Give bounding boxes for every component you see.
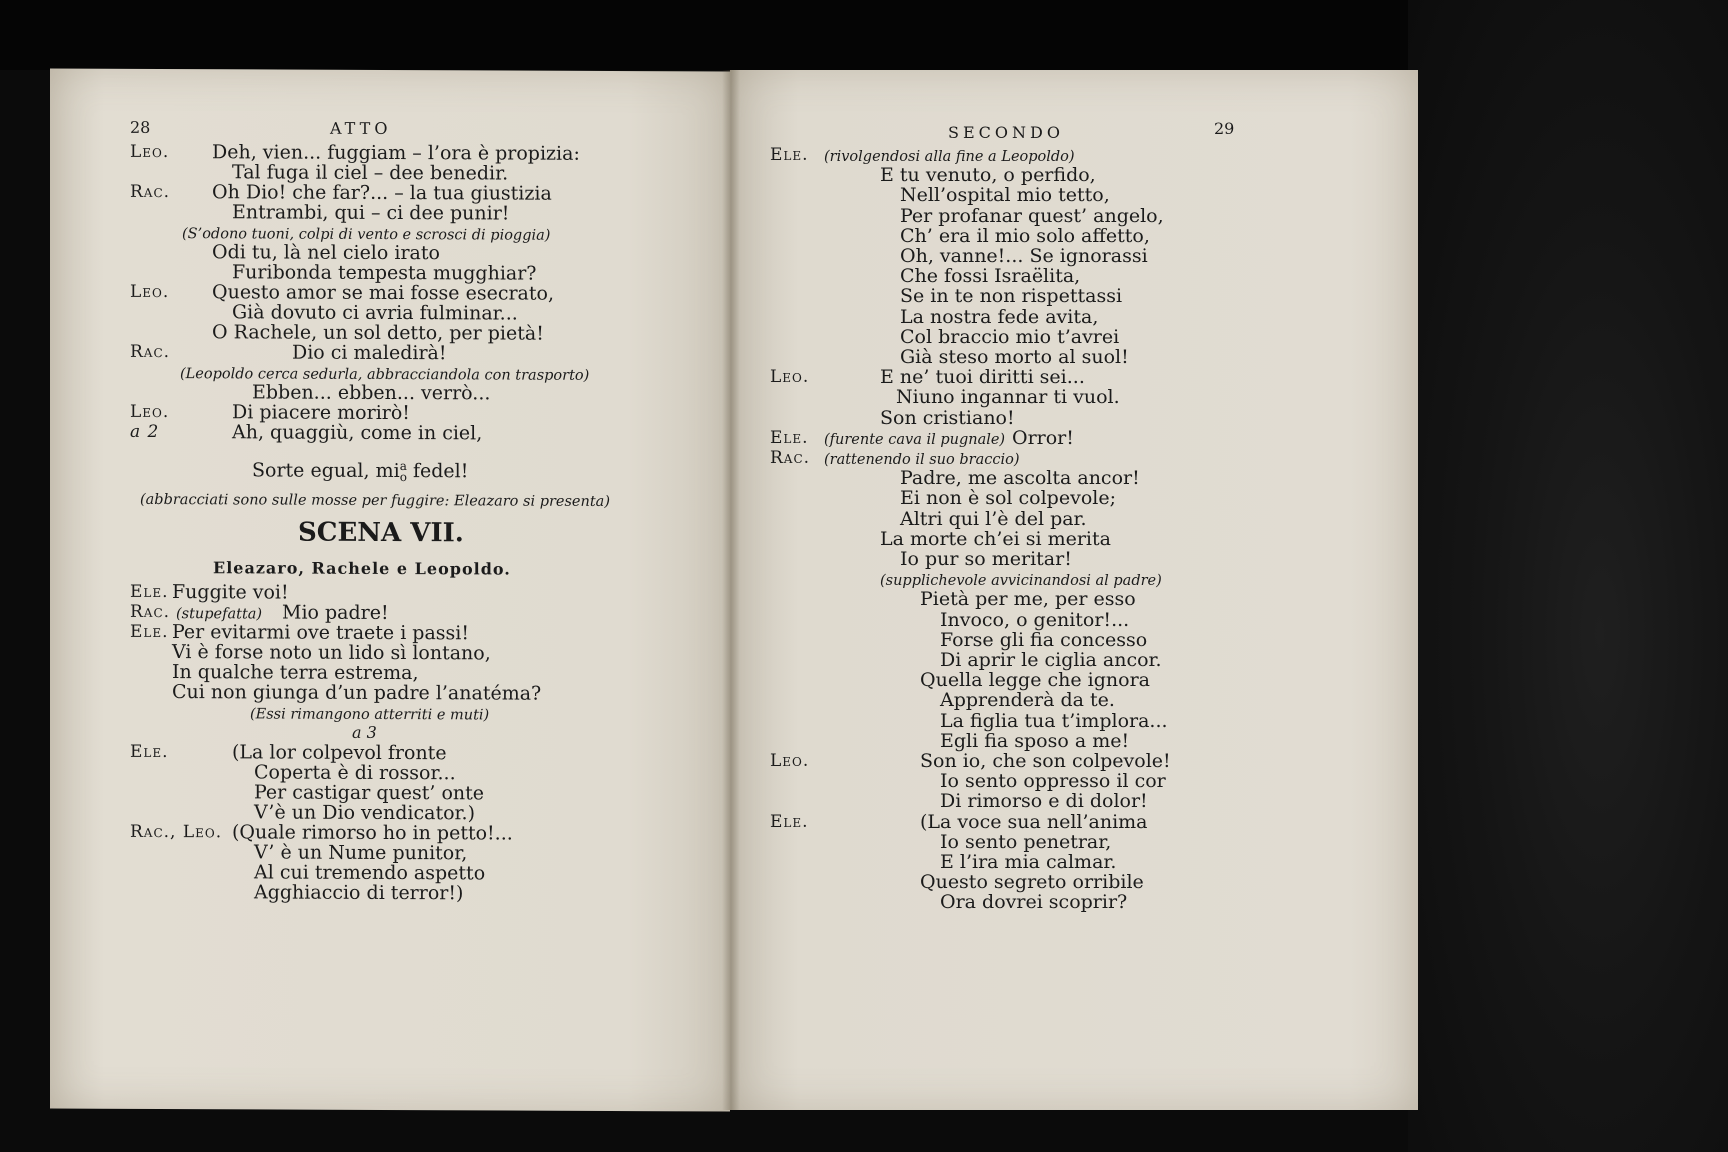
verse-line: Altri qui l’è del par. [900,507,1087,530]
sorte-sup-bottom: o [399,470,407,485]
verse-line: Niuno ingannar ti vuol. [896,386,1120,409]
speaker-label: Leo. [130,401,170,423]
ensemble-marker: a 3 [352,722,377,742]
speaker-label: Leo. [770,751,810,771]
sorte-line-after: fedel! [406,460,469,483]
verse-line: Quella legge che ignora [920,669,1150,692]
verse-line: Dio ci maledirà! [292,341,447,365]
stage-direction: (stupefatta) [176,606,263,623]
verse-line: (La lor colpevol fronte [232,741,447,765]
verse-line: Ora dovrei scoprir? [940,891,1128,914]
verse-line: Io pur so meritar! [900,548,1072,570]
verse-line: (Quale rimorso ho in petto!... [232,821,513,845]
verse-line: Io sento penetrar, [940,830,1112,853]
stage-direction: (Essi rimangono atterriti e muti) [250,706,490,724]
scene-title: SCENA VII. [298,517,464,549]
verse-line: Cui non giunga d’un padre l’anatéma? [172,681,542,705]
speaker-label: Ele. [770,811,809,832]
running-head-left: ATTO [330,118,392,139]
verse-line: O Rachele, un sol detto, per pietà! [212,321,544,345]
book-gutter [722,70,740,1110]
verse-line: Ebben... ebben... verrò... [252,381,491,405]
verse-line: Oh, vanne!... Se ignorassi [900,245,1148,267]
verse-line: Se in te non rispettassi [900,285,1123,308]
verse-line: Mio padre! [282,601,389,624]
verse-line: Pietà per me, per esso [920,588,1136,611]
speaker-label: Leo. [770,367,810,388]
speaker-label: Ele. [770,145,809,165]
speaker-label: a 2 [130,421,160,442]
verse-line: Col braccio mio t’avrei [900,325,1120,348]
stage-direction: (supplichevole avvicinandosi al padre) [880,573,1162,590]
speaker-label: Rac. [130,341,171,363]
verse-line: Al cui tremendo aspetto [254,861,486,885]
verse-line: E tu venuto, o perfido, [880,164,1096,187]
verse-line: Oh Dio! che far?... – la tua giustizia [212,181,552,205]
speaker-label: Ele. [130,621,169,643]
verse-line: E ne’ tuoi diritti sei... [880,366,1085,389]
stage-direction: (S’odono tuoni, colpi di vento e scrosci di pioggia) [182,226,551,244]
verse-line: Furibonda tempesta mugghiar? [232,261,537,285]
verse-line: Forse gli fia concesso [940,628,1148,651]
verse-line: E l’ira mia calmar. [940,851,1117,873]
verse-line: Di aprir le ciglia ancor. [940,649,1162,671]
verse-line: Per profanar quest’ angelo, [900,204,1164,227]
verse-line: Coperta è di rossor... [254,761,456,785]
verse-line: La morte ch’ei si merita [880,527,1111,550]
verse-line: Che fossi Israëlita, [900,265,1081,288]
scanner-background-right [1408,0,1728,1152]
stage-direction: (Leopoldo cerca sedurla, abbracciandola con trasporto) [180,366,590,384]
speaker-label: Rac., Leo. [130,821,223,843]
closing-stage-direction: (abbracciati sono sulle mosse per fuggire: Eleazaro si presenta) [140,491,610,510]
verse-line: Vi è forse noto un lido sì lontano, [172,641,491,665]
verse-line: Ei non è sol colpevole; [900,487,1116,510]
speaker-label: Ele. [130,741,169,763]
sorte-line [252,459,468,483]
verse-line: Per evitarmi ove traete i passi! [172,621,470,645]
stage-direction: (rivolgendosi alla fine a Leopoldo) [824,149,1075,165]
verse-line: (La voce sua nell’anima [920,810,1148,833]
verse-line: Egli fia sposo a me! [940,729,1130,752]
verse-line: Son cristiano! [880,406,1015,429]
verse-line: Son io, che son colpevole! [920,750,1171,772]
verse-line: Tal fuga il ciel – dee benedir. [232,161,509,185]
stage-direction: (rattenendo il suo braccio) [824,452,1020,468]
verse-line: Questo segreto orribile [920,871,1144,894]
left-page [50,69,730,1112]
verse-line: Invoco, o genitor!... [940,608,1130,631]
verse-line: Per castigar quest’ onte [254,781,485,805]
page-number-left: 28 [130,117,151,137]
verse-line: Apprenderà da te. [940,689,1115,712]
verse-line: Padre, me ascolta ancor! [900,467,1140,490]
sorte-sup-top: a [399,459,407,474]
verse-line: Orror! [1012,426,1074,449]
speaker-label: Ele. [130,581,169,603]
verse-line: La nostra fede avita, [900,305,1099,328]
verse-line: Odi tu, là nel cielo irato [212,241,440,265]
running-head-right: SECONDO [948,123,1064,142]
scene-characters: Eleazaro, Rachele e Leopoldo. [213,558,511,579]
speaker-label: Rac. [130,601,171,623]
verse-line: La figlia tua t’implora... [940,709,1168,732]
speaker-label: Rac. [770,448,811,468]
verse-line: Entrambi, qui – ci dee punir! [232,201,510,225]
verse-line: Di piacere morirò! [232,401,410,425]
open-book [50,70,1418,1114]
verse-line: Già dovuto ci avria fulminar... [232,301,518,325]
sorte-line-before: Sorte egual, mi [252,459,400,483]
sorte-line-sup [400,461,407,483]
page-number-right: 29 [1214,119,1235,138]
stage-direction: (furente cava il pugnale) [824,431,1006,448]
verse-line: Nell’ospital mio tetto, [900,184,1110,207]
verse-line: Deh, vien... fuggiam – l’ora è propizia: [212,141,580,165]
verse-line: Agghiaccio di terror!) [254,881,464,905]
verse-line: Io sento oppresso il cor [940,770,1166,793]
speaker-label: Leo. [130,141,170,163]
verse-line: Già steso morto al suol! [900,346,1129,368]
verse-line: V’è un Dio vendicator.) [254,801,475,825]
verse-line: In qualche terra estrema, [172,661,419,685]
verse-line: Ch’ era il mio solo affetto, [900,224,1150,247]
speaker-label: Ele. [770,427,809,448]
speaker-label: Leo. [130,281,170,303]
speaker-label: Rac. [130,181,171,203]
verse-line: Fuggite voi! [172,581,289,604]
verse-line: V’ è un Nume punitor, [254,841,468,865]
verse-line: Di rimorso e di dolor! [940,790,1148,813]
verse-line: Questo amor se mai fosse esecrato, [212,281,554,305]
verse-line: Ah, quaggiù, come in ciel, [232,421,483,445]
right-page [730,70,1418,1110]
